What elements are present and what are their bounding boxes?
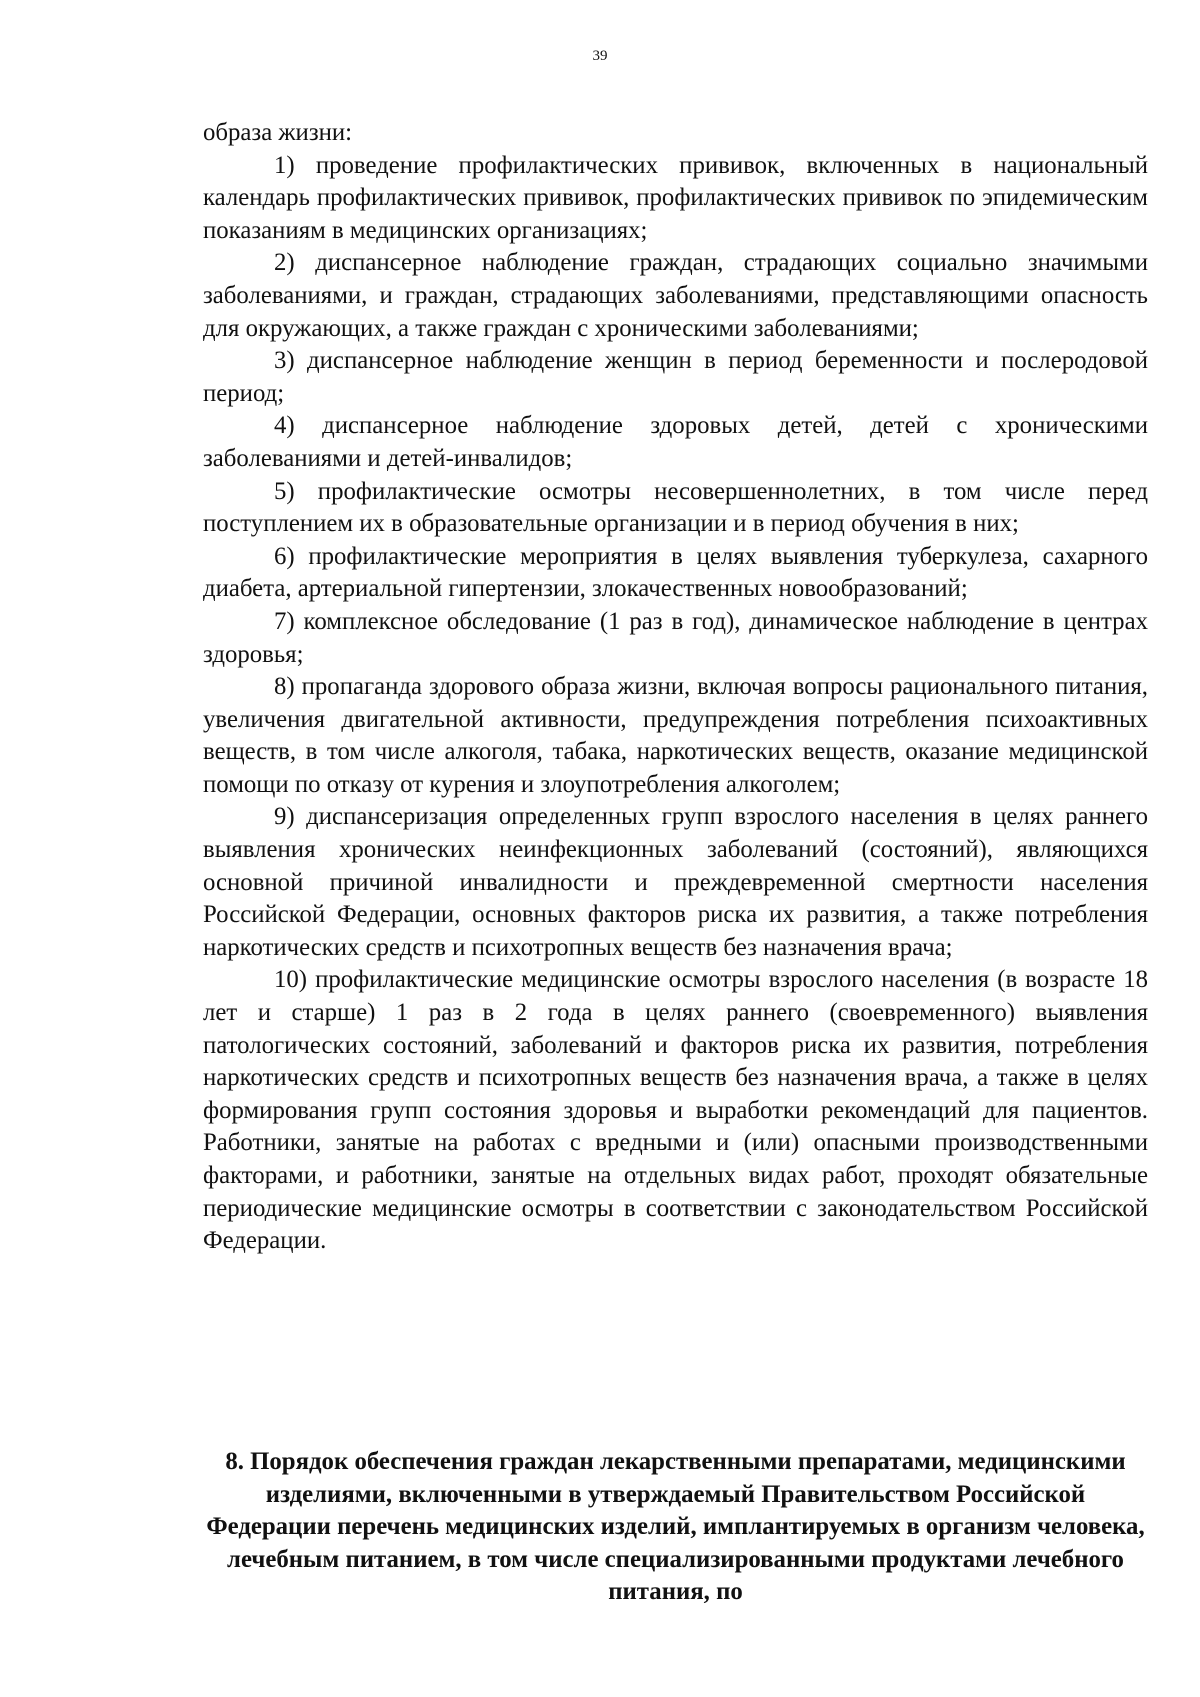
paragraph-continuation: образа жизни:: [203, 119, 353, 146]
list-item-5: 5) профилактические осмотры несовершеннолетних, в том числе перед поступлением их в образовательные организации и в период обучения в них;: [203, 477, 1148, 538]
document-body: [203, 117, 1148, 1258]
list-item-10: 10) профилактические медицинские осмотры взрослого населения (в возрасте 18 лет и старше) 1 раз в 2 года в целях раннего (своевременного) выявления патологических состояний, заболеваний и факторов риска их развития, потребления наркотических средств и психотропных веществ без назначения врача, а также в целях формирования групп состояния здоровья и выработки рекомендаций для пациентов. Работники, занятые на работах с вредными и (или) опасными производственными факторами, и работники, занятые на отдельных видах работ, проходят обязательные периодические медицинские осмотры в соответствии с законодательством Российской Федерации.: [203, 966, 1148, 1255]
section-heading: 8. Порядок обеспечения граждан лекарственными препаратами, медицинскими изделиями, включенными в утверждаемый Правительством Российской Федерации перечень медицинских изделий, имплантируемых в организм человека, лечебным питанием, в том числе специализированными продуктами лечебного питания, по: [206, 1448, 1145, 1606]
list-item-2: 2) диспансерное наблюдение граждан, страдающих социально значимыми заболеваниями, и граждан, страдающих заболеваниями, представляющими опасность для окружающих, а также граждан с хроническими заболеваниями;: [203, 249, 1148, 342]
list-item-9: 9) диспансеризация определенных групп взрослого населения в целях раннего выявления хронических неинфекционных заболеваний (состояний), являющихся основной причиной инвалидности и преждевременной смертности населения Российской Федерации, основных факторов риска их развития, а также потребления наркотических средств и психотропных веществ без назначения врача;: [203, 803, 1148, 961]
list-item-4: 4) диспансерное наблюдение здоровых детей, детей с хроническими заболеваниями и детей-инвалидов;: [203, 412, 1148, 472]
page-number: 39: [592, 48, 608, 64]
list-item-7: 7) комплексное обследование (1 раз в год), динамическое наблюдение в центрах здоровья;: [203, 607, 1148, 668]
list-item-6: 6) профилактические мероприятия в целях выявления туберкулеза, сахарного диабета, артериальной гипертензии, злокачественных новообразований;: [203, 542, 1148, 603]
list-item-1: 1) проведение профилактических прививок, включенных в национальный календарь профилактических прививок, профилактических прививок по эпидемическим показаниям в медицинских организациях;: [203, 151, 1148, 244]
list-item-3: 3) диспансерное наблюдение женщин в период беременности и послеродовой период;: [203, 347, 1148, 407]
list-item-8: 8) пропаганда здорового образа жизни, включая вопросы рационального питания, увеличения двигательной активности, предупреждения потребления психоактивных веществ, в том числе алкоголя, табака, наркотических веществ, оказание медицинской помощи по отказу от курения и злоупотребления алкоголем;: [203, 673, 1148, 798]
